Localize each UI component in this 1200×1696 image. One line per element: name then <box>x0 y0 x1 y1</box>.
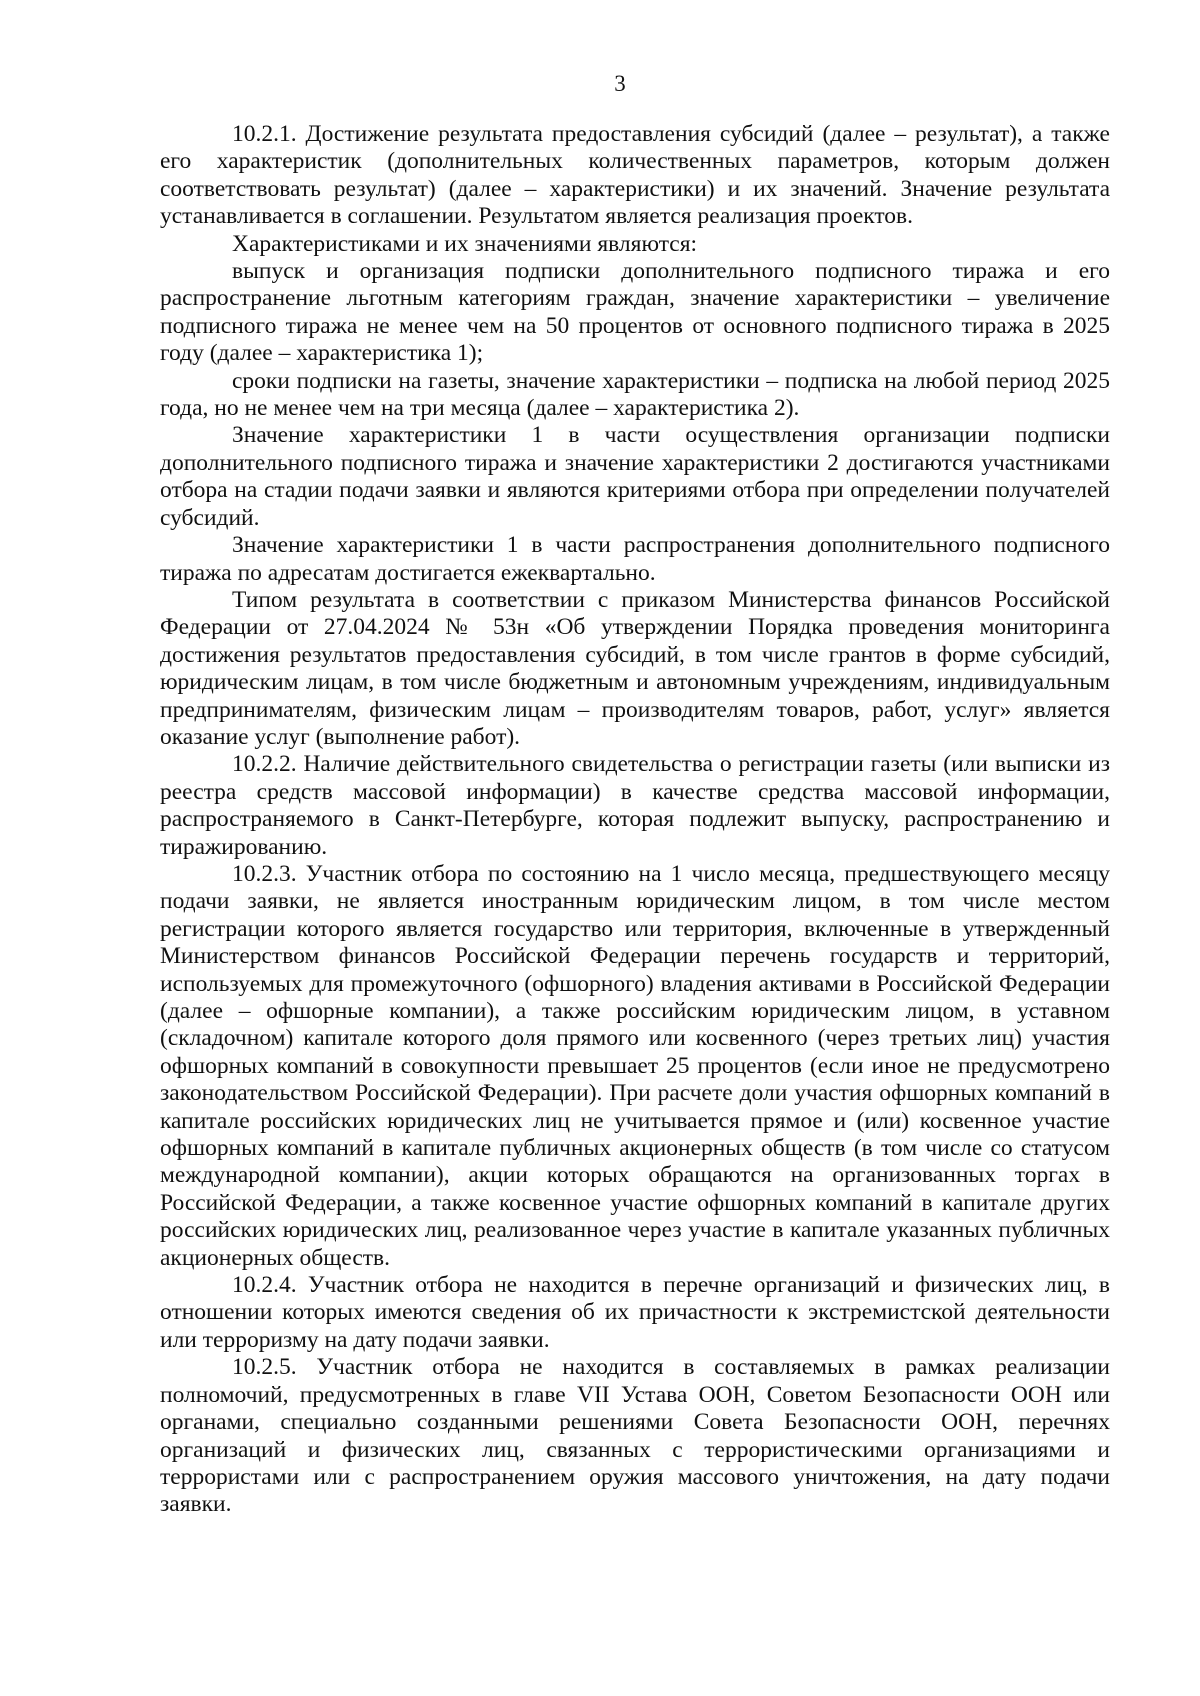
document-body <box>160 121 1110 1519</box>
paragraph-10-2-5: 10.2.5. Участник отбора не находится в составляемых в рамках реализации полномочий, предусмотренных в главе VII Устава ООН, Советом Безопасности ООН или органами, специально созданными решениями Совета Безопасности ООН, перечнях организаций и физических лиц, связанных с террористическими организациями и террористами или с распространением оружия массового уничтожения, на дату подачи заявки. <box>160 1354 1110 1518</box>
paragraph-characteristics-intro: Характеристиками и их значениями являются: <box>232 230 698 257</box>
paragraph-characteristics-criteria: Значение характеристики 1 в части осуществления организации подписки дополнительного подписного тиража и значение характеристики 2 достигаются участниками отбора на стадии подачи заявки и являются критериями отбора при определении получателей субсидий. <box>160 422 1110 531</box>
paragraph-10-2-1: 10.2.1. Достижение результата предоставления субсидий (далее – результат), а также его характеристик (дополнительных количественных параметров, которым должен соответствовать результат) (далее – характеристики) и их значений. Значение результата устанавливается в соглашении. Результатом является реализация проектов. <box>160 121 1110 230</box>
paragraph-10-2-3: 10.2.3. Участник отбора по состоянию на 1 число месяца, предшествующего месяцу подачи заявки, не является иностранным юридическим лицом, в том числе местом регистрации которого является государство или территория, включенные в утвержденный Министерством финансов Российской Федерации перечень государств и территорий, используемых для промежуточного (офшорного) владения активами в Российской Федерации (далее – офшорные компании), а также российским юридическим лицом, в уставном (складочном) капитале которого доля прямого или косвенного (через третьих лиц) участия офшорных компаний в совокупности превышает 25 процентов (если иное не предусмотрено законодательством Российской Федерации). При расчете доли участия офшорных компаний в капитале российских юридических лиц не учитывается прямое и (или) косвенное участие офшорных компаний в капитале публичных акционерных обществ (в том числе со статусом международной компании), акции которых обращаются на организованных торгах в Российской Федерации, а также косвенное участие офшорных компаний в капитале других российских юридических лиц, реализованное через участие в капитале указанных публичных акционерных обществ. <box>160 860 1110 1271</box>
page-number: 3 <box>614 71 626 96</box>
paragraph-characteristic-2: сроки подписки на газеты, значение характеристики – подписка на любой период 2025 года, но не менее чем на три месяца (далее – характеристика 2). <box>160 367 1110 422</box>
paragraph-characteristic-1: выпуск и организация подписки дополнительного подписного тиража и его распространение льготным категориям граждан, значение характеристики – увеличение подписного тиража не менее чем на 50 процентов от основного подписного тиража в 2025 году (далее – характеристика 1); <box>160 258 1110 367</box>
paragraph-characteristic-1-distribution: Значение характеристики 1 в части распространения дополнительного подписного тиража по адресатам достигается ежеквартально. <box>160 532 1110 586</box>
paragraph-result-type: Типом результата в соответствии с приказом Министерства финансов Российской Федерации от 27.04.2024 № 53н «Об утверждении Порядка проведения мониторинга достижения результатов предоставления субсидий, в том числе грантов в форме субсидий, юридическим лицам, в том числе бюджетным и автономным учреждениям, индивидуальным предпринимателям, физическим лицам – производителям товаров, работ, услуг» является оказание услуг (выполнение работ). <box>160 586 1110 750</box>
paragraph-10-2-4: 10.2.4. Участник отбора не находится в перечне организаций и физических лиц, в отношении которых имеются сведения об их причастности к экстремистской деятельности или терроризму на дату подачи заявки. <box>160 1272 1110 1353</box>
paragraph-10-2-2: 10.2.2. Наличие действительного свидетельства о регистрации газеты (или выписки из реестра средств массовой информации) в качестве средства массовой информации, распространяемого в Санкт-Петербурге, которая подлежит выпуску, распространению и тиражированию. <box>160 751 1110 860</box>
